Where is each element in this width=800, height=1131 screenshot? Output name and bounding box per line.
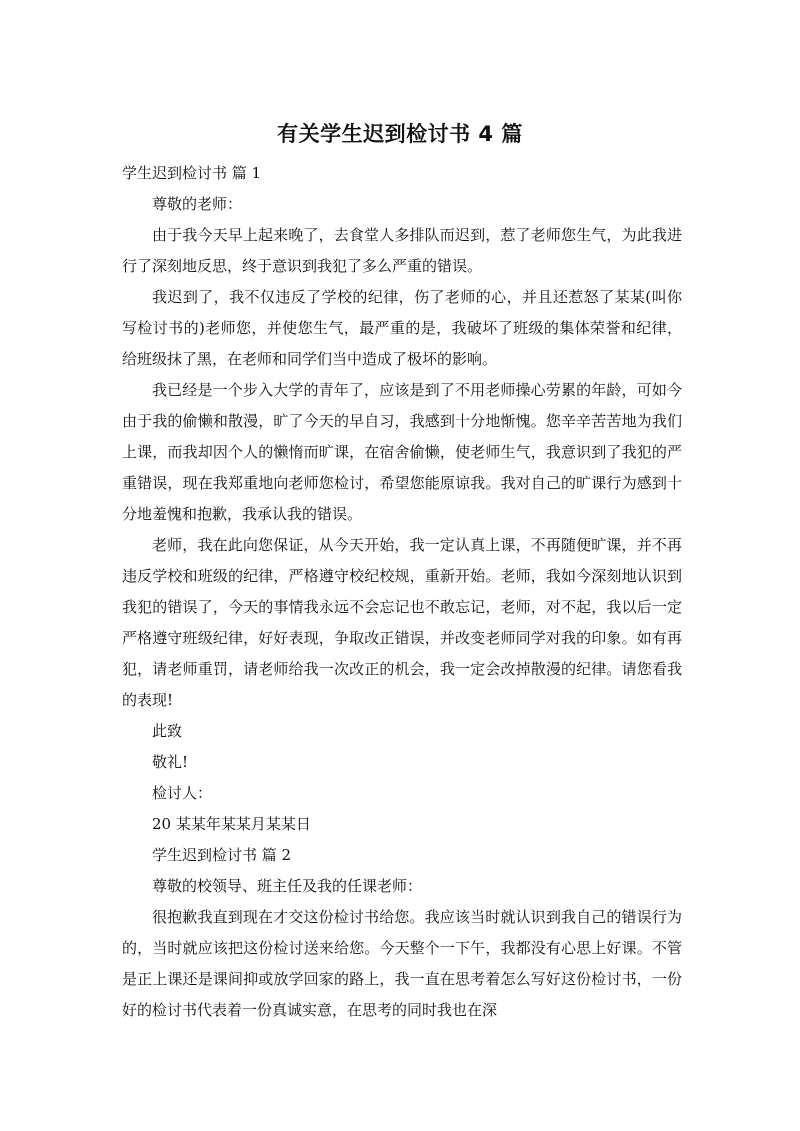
salutation-2: 尊敬的校领导、班主任及我的任课老师： bbox=[152, 877, 423, 895]
document-body bbox=[122, 158, 682, 1026]
section-heading-1: 学生迟到检讨书 篇 1 bbox=[122, 164, 262, 182]
body-paragraph: 我已经是一个步入大学的青年了，应该是到了不用老师操心劳累的年龄，可如今由于我的偷懒和散漫，旷了今天的早自习，我感到十分地惭愧。您辛辛苦苦地为我们上课，而我却因个人的懒惰而旷课，在宿舍偷懒，使老师生气，我意识到了我犯的严重错误，现在我郑重地向老师您检讨，希望您能原谅我。我对自己的旷课行为感到十分地羞愧和抱歉，我承认我的错误。 bbox=[122, 381, 682, 523]
body-paragraph: 老师，我在此向您保证，从今天开始，我一定认真上课，不再随便旷课，并不再违反学校和班级的纪律，严格遵守校纪校规，重新开始。老师，我如今深刻地认识到我犯的错误了，今天的事情我永远不会忘记也不敢忘记，老师，对不起，我以后一定严格遵守班级纪律，好好表现，争取改正错误，并改变老师同学对我的印象。如有再犯，请老师重罚，请老师给我一次改正的机会，我一定会改掉散漫的纪律。请您看我的表现! bbox=[122, 536, 682, 709]
document-title: 有关学生迟到检讨书 4 篇 bbox=[277, 122, 523, 146]
section-heading-2: 学生迟到检讨书 篇 2 bbox=[152, 846, 292, 864]
signature-label: 检讨人： bbox=[152, 784, 213, 802]
date-line: 20 某某年某某月某某日 bbox=[152, 815, 311, 833]
closing-regards: 敬礼! bbox=[152, 753, 189, 771]
body-paragraph: 由于我今天早上起来晚了，去食堂人多排队而迟到，惹了老师您生气，为此我进行了深刻地反思，终于意识到我犯了多么严重的错误。 bbox=[122, 226, 682, 275]
salutation-1: 尊敬的老师： bbox=[152, 195, 243, 213]
body-paragraph: 很抱歉我直到现在才交这份检讨书给您。我应该当时就认识到我自己的错误行为的，当时就应该把这份检讨送来给您。今天整个一下午，我都没有心思上好课。不管是正上课还是课间抑或放学回家的路上，我一直在思考着怎么写好这份检讨书，一份好的检讨书代表着一份真诚实意，在思考的同时我也在深 bbox=[122, 908, 682, 1019]
closing-line: 此致 bbox=[152, 722, 183, 740]
body-paragraph: 我迟到了，我不仅违反了学校的纪律，伤了老师的心，并且还惹怒了某某(叫你写检讨书的)老师您，并使您生气，最严重的是，我破坏了班级的集体荣誉和纪律，给班级抹了黑，在老师和同学们当中造成了极坏的影响。 bbox=[122, 288, 682, 368]
